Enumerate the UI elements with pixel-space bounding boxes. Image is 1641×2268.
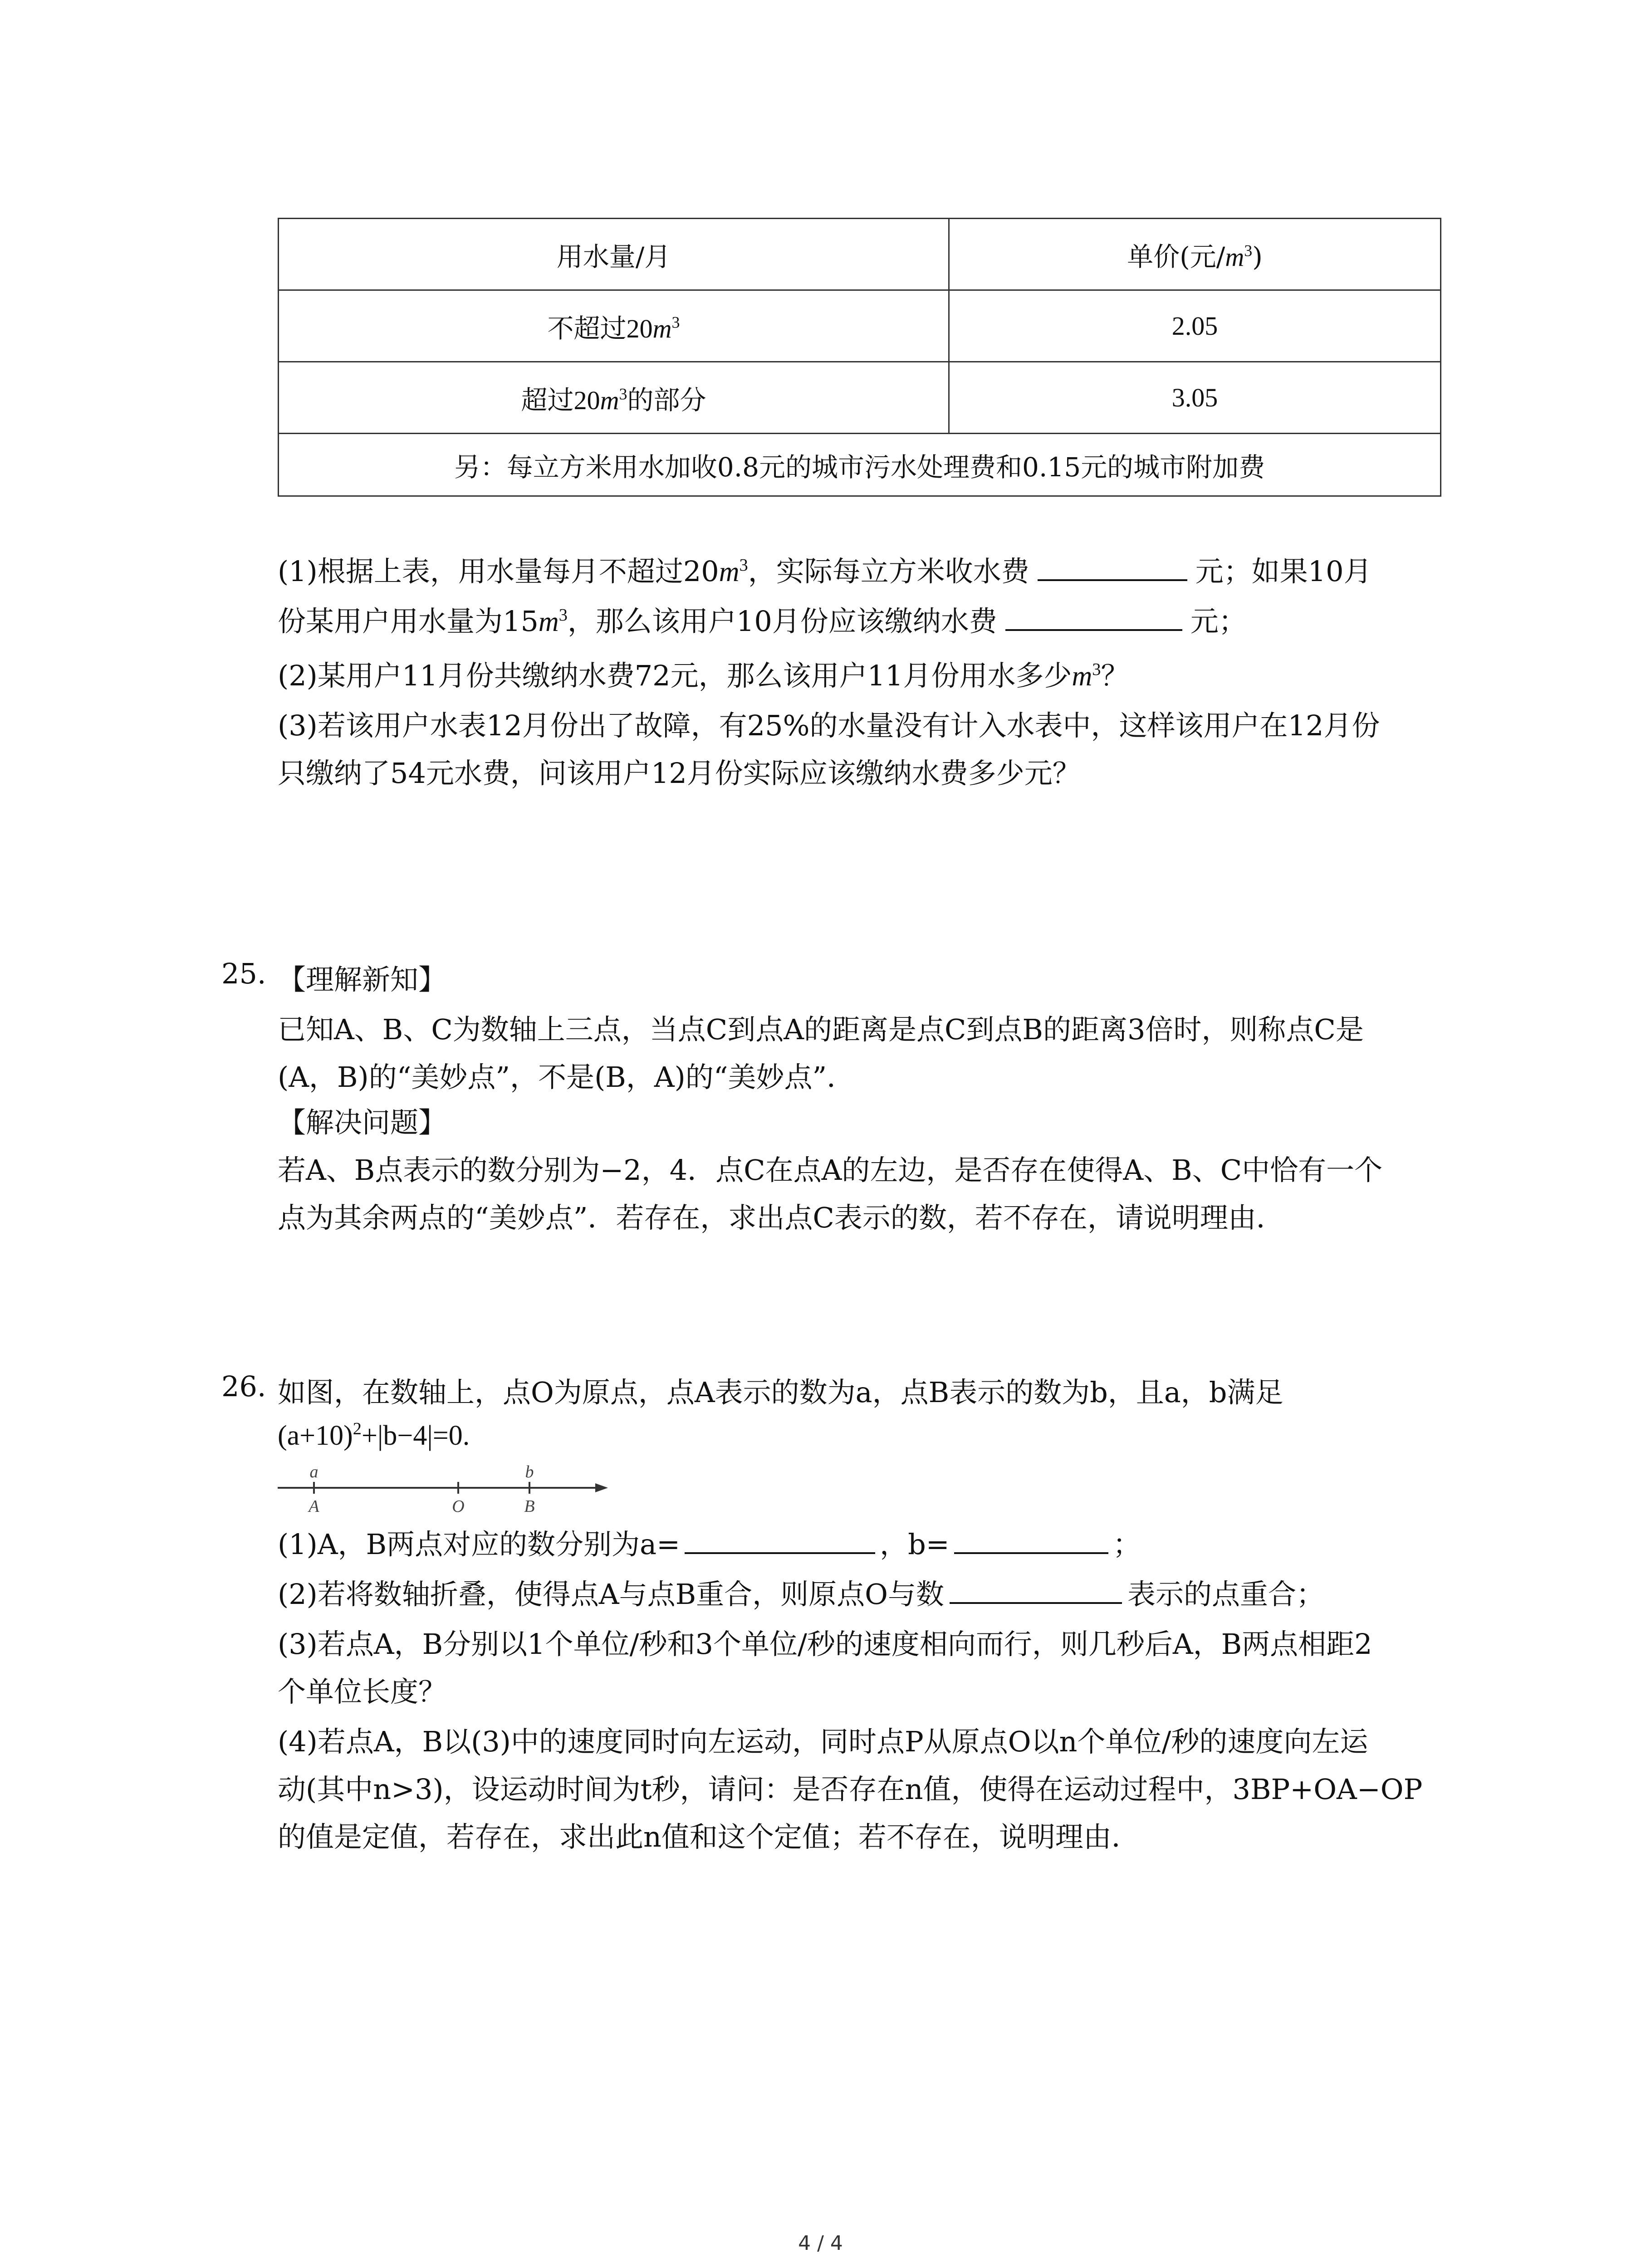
water-price-table	[278, 218, 1441, 497]
q25-definition-line1: 已知A、B、C为数轴上三点，当点C到点A的距离是点C到点B的距离3倍时，则称点C是	[278, 1013, 1364, 1046]
q24-part2: (2)某用户11月份共缴纳水费72元，那么该用户11月份用水多少$m^3$？	[278, 659, 1129, 692]
q25-problem-line1: 若A、B点表示的数分别为−2，4．点C在点A的左边，是否存在使得A、B、C中恰有一个	[278, 1154, 1383, 1187]
usage-cell: 不超过$20m^3$	[279, 290, 949, 362]
price-cell: 2.05	[949, 290, 1441, 362]
q26-equation: $(a+10)^2+|b-4|=0$.	[278, 1419, 470, 1451]
q25-problem-line2: 点为其余两点的“美妙点”．若存在，求出点C表示的数，若不存在，请说明理由．	[278, 1201, 1284, 1234]
header-price-cell: 单价(元$/m^3$)	[949, 219, 1441, 290]
q26-part4-line2: 动(其中n>3)，设运动时间为t秒，请问：是否存在n值，使得在运动过程中，3BP+OA−OP	[278, 1773, 1423, 1806]
q24-part1-line2: 份某用户用水量为$15m^3$，那么该用户10月份应该缴纳水费 元；	[278, 605, 1247, 638]
answer-blank-fold[interactable]	[950, 1577, 1122, 1604]
header-usage-cell: 用水量/月	[279, 219, 949, 290]
q26-part3-line2: 个单位长度？	[278, 1675, 447, 1708]
table-header-row	[279, 219, 1441, 290]
label-O: O	[452, 1497, 465, 1516]
table-row	[279, 362, 1441, 434]
label-a-top: a	[309, 1463, 318, 1481]
q26-number: 26.	[221, 1370, 266, 1403]
table-note-row	[279, 434, 1441, 496]
answer-blank[interactable]	[1005, 604, 1182, 631]
label-A: A	[309, 1497, 319, 1516]
q26-part2: (2)若将数轴折叠，使得点A与点B重合，则原点O与数 表示的点重合；	[278, 1578, 1325, 1611]
q24-part3-line1: (3)若该用户水表12月份出了故障，有25%的水量没有计入水表中，这样该用户在12月份	[278, 709, 1380, 742]
axis-arrow-icon	[595, 1483, 608, 1492]
label-b-top: b	[525, 1463, 534, 1481]
usage-cell: 超过$20m^3$的部分	[279, 362, 949, 434]
q26-part3-line1: (3)若点A，B分别以1个单位/秒和3个单位/秒的速度相向而行，则几秒后A，B两点相距2	[278, 1628, 1372, 1661]
q26-intro-line1: 如图，在数轴上，点O为原点，点A表示的数为a，点B表示的数为b，且a，b满足	[278, 1376, 1283, 1409]
answer-blank-a[interactable]	[685, 1527, 875, 1554]
q25-definition-line2: (A，B)的“美妙点”，不是(B，A)的“美妙点”．	[278, 1061, 855, 1094]
q24-part1-line1: (1)根据上表，用水量每月不超过$20m^3$，实际每立方米收水费 元；如果10月	[278, 555, 1372, 588]
answer-blank[interactable]	[1038, 554, 1187, 581]
answer-blank-b[interactable]	[954, 1527, 1108, 1554]
q24-part3-line2: 只缴纳了54元水费，问该用户12月份实际应该缴纳水费多少元？	[278, 757, 1081, 790]
q25-number: 25.	[221, 957, 266, 990]
label-B: B	[524, 1497, 535, 1516]
q25-heading-understand: 【理解新知】	[278, 963, 447, 996]
q26-part1: (1)A，B两点对应的数分别为a= ，b= ；	[278, 1528, 1141, 1561]
q26-part4-line1: (4)若点A，B以(3)中的速度同时向左运动，同时点P从原点O以n个单位/秒的速度向左运	[278, 1725, 1368, 1758]
q25-heading-solve: 【解决问题】	[278, 1106, 447, 1139]
table-row	[279, 290, 1441, 362]
page-number: 4 / 4	[798, 2232, 843, 2255]
number-line-figure	[278, 1463, 613, 1522]
q26-part4-line3: 的值是定值，若存在，求出此n值和这个定值；若不存在，说明理由．	[278, 1820, 1140, 1853]
table-note: 另：每立方米用水加收0.8元的城市污水处理费和0.15元的城市附加费	[279, 434, 1441, 496]
price-cell: 3.05	[949, 362, 1441, 434]
